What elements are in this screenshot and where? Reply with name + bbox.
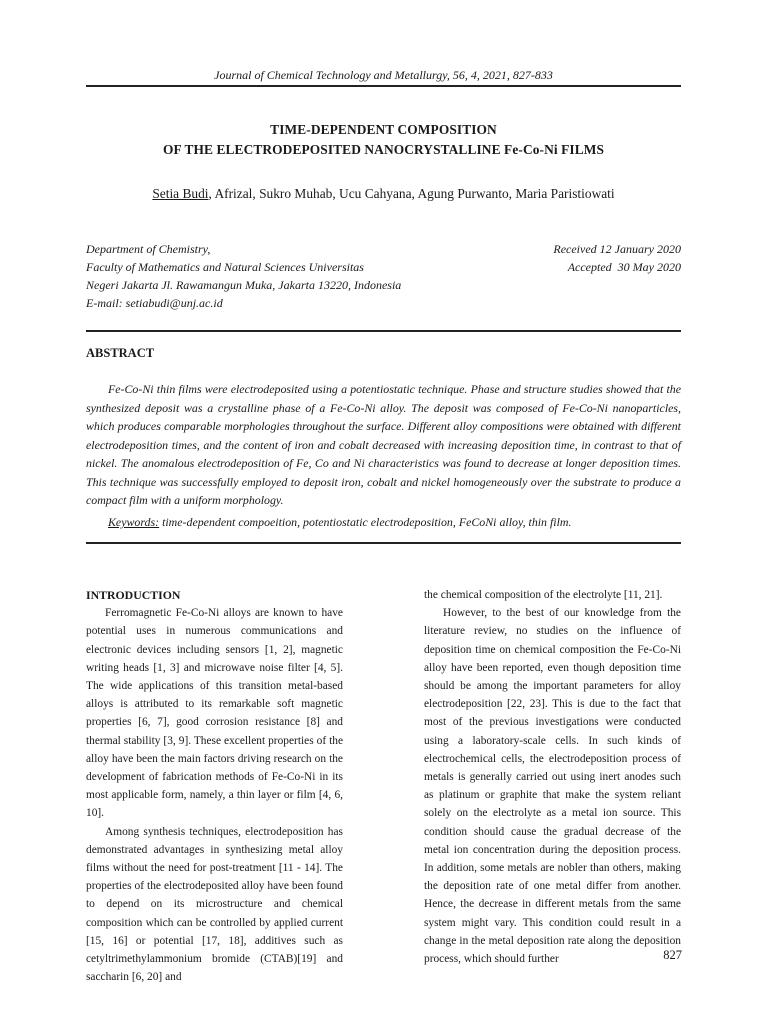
corresponding-author: Setia Budi [152,186,209,201]
paragraph: Among synthesis techniques, electrodeposition has demonstrated advantages in synthesizing metal alloy films without the need for post-treatment [11 - 14]. The properties of the electrodeposited alloy have been found to depend on its microstructure and chemical composition which can be controlled by applied current [15, 16] or potential [17, 18], additives such as cetyltrimethylammonium bromide (CTAB)[19] and saccharin [6, 20] and [86,825,343,984]
paragraph: Ferromagnetic Fe-Co-Ni alloys are known to have potential uses in numerous communications and electronic devices including sensors [1, 2], magnetic writing heads [1, 3] and microwave noise filter [4, 5]. The wide applications of this transition metal-based alloys is attributed to its remarkable soft magnetic properties [6, 7], good corrosion resistance [8] and thermal stability [3, 9]. These excellent properties of the alloy have been the main factors driving research on the development of fabrication methods of Fe-Co-Ni in its most applicable form, namely, a thin layer or film [4, 6, 10]. [86,607,343,820]
abstract-bottom-rule [86,542,681,544]
title-line-1: TIME-DEPENDENT COMPOSITION [270,122,497,137]
page-number: 827 [663,948,682,962]
introduction-heading: INTRODUCTION [86,588,181,602]
abstract-heading: ABSTRACT [86,346,155,360]
header-rule [86,85,681,87]
author-list [86,186,681,202]
right-column [424,586,681,968]
received-date: Received 12 January 2020 [553,242,681,256]
keywords-list: time-dependent compoeition, potentiostatic electrodeposition, FeCoNi alloy, thin film. [159,515,572,529]
paper-title [86,120,681,160]
accepted-date: Accepted 30 May 2020 [567,260,681,274]
affiliation-line-3: Negeri Jakarta Jl. Rawamangun Muka, Jakarta 13220, Indonesia [86,278,402,292]
paragraph: the chemical composition of the electrolyte [11, 21]. [424,589,663,601]
article-dates [461,240,681,276]
affiliation-line-1: Department of Chemistry, [86,242,211,256]
keywords-label: Keywords: [108,515,160,529]
affiliation [86,240,486,312]
co-authors: , Afrizal, Sukro Muhab, Ucu Cahyana, Agung Purwanto, Maria Paristiowati [208,186,615,201]
affiliation-email: E-mail: setiabudi@unj.ac.id [86,296,223,310]
keywords [86,513,681,531]
title-line-2: OF THE ELECTRODEPOSITED NANOCRYSTALLINE Fe-Co-Ni FILMS [162,142,605,157]
paragraph: However, to the best of our knowledge from the literature review, no studies on the influence of deposition time on chemical composition the Fe-Co-Ni alloy have been reported, even though deposition time should be among the important parameters for alloy electrodeposition [22, 23]. This is due to the fact that most of the previous investigations were conducted using a laboratory-scale cells. In such kinds of electrochemical cells, the electrodeposition process of metals is generally carried out using inert anodes such as platinum or graphite that make the system reliant solely on the electrolyte as a metal ion source. This condition should cause the gradual decrease of the metal ion concentration during the deposition process. In addition, some metals are nobler than others, making the deposition rate of one metal differ from another. Hence, the decrease in different metals from the same system might vary. This condition could result in a change in the metal deposition rate along the deposition process, which should further [424,607,681,966]
abstract-text: Fe-Co-Ni thin films were electrodeposited using a potentiostatic technique. Phase and structure studies showed that the synthesized deposit was a crystalline phase of a Fe-Co-Ni alloy. The deposit was composed of Fe-Co-Ni nanoparticles, which produces comparable morphologies throughout the surface. Different alloy compositions were obtained with different electrodeposition times, and the content of iron and cobalt decreased with increasing deposition time, in contrast to that of nickel. The anomalous electrodeposition of Fe, Co and Ni characteristics was found to decrease at longer deposition times. This technique was successfully employed to deposit iron, cobalt and nickel homogeneously over the substrate to produce a compact film with a uniform morphology. [86,382,681,507]
affiliation-line-2: Faculty of Mathematics and Natural Sciences Universitas [86,260,364,274]
journal-header: Journal of Chemical Technology and Metallurgy, 56, 4, 2021, 827-833 [214,68,553,82]
abstract-top-rule [86,330,681,332]
left-column [86,586,343,986]
